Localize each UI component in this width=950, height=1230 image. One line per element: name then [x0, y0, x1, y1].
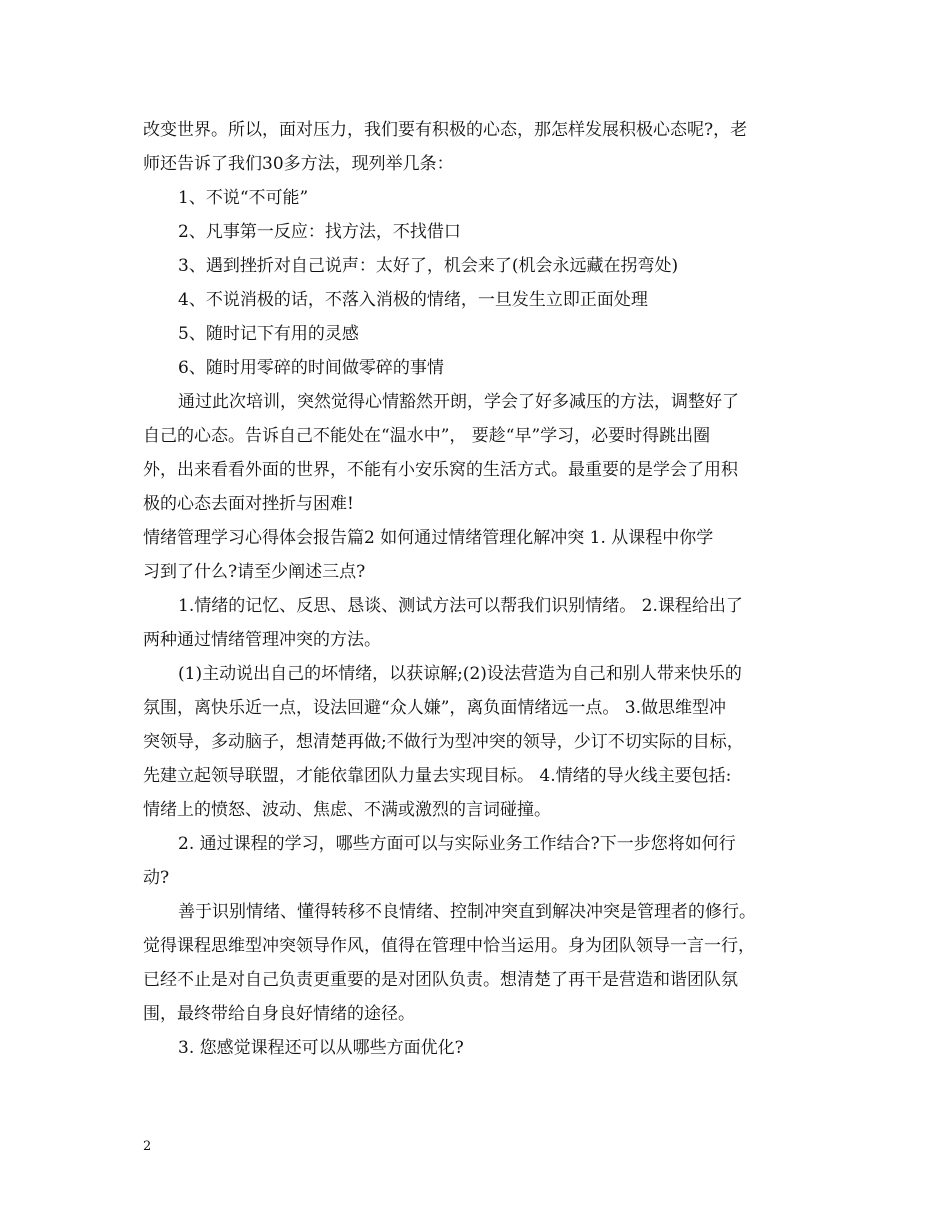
body-line: 围，最终带给自身良好情绪的途径。 [143, 1004, 415, 1024]
question-line: 2. 通过课程的学习，哪些方面可以与实际业务工作结合?下一步您将如何行 [178, 834, 736, 854]
body-line: 通过此次培训，突然觉得心情豁然开朗，学会了好多减压的方法，调整好了 [178, 392, 739, 412]
body-line: 善于识别情绪、懂得转移不良情绪、控制冲突直到解决冲突是管理者的修行。 [178, 902, 756, 922]
page-number: 2 [143, 1139, 152, 1154]
body-line: 觉得课程思维型冲突领导作风，值得在管理中恰当运用。身为团队领导一言一行， [143, 936, 755, 956]
body-line: 自己的心态。告诉自己不能处在“温水中”， 要趁“早”学习，必要时得跳出圈 [143, 426, 711, 446]
body-line: 极的心态去面对挫折与困难! [143, 494, 354, 514]
list-item: 1、不说“不可能” [178, 188, 309, 208]
body-line: 突领导，多动脑子，想清楚再做;不做行为型冲突的领导，少订不切实际的目标， [143, 732, 744, 752]
body-line: 两种通过情绪管理冲突的方法。 [143, 630, 381, 650]
body-line: 氛围，离快乐近一点，设法回避“众人嫌”，离负面情绪远一点。 3.做思维型冲 [143, 698, 727, 718]
body-line: 已经不止是对自己负责更重要的是对团队负责。想清楚了再干是营造和谐团队氛 [143, 970, 738, 990]
body-line: 师还告诉了我们30多方法，现列举几条： [143, 154, 454, 174]
body-line: 动? [143, 868, 170, 888]
body-line: 习到了什么?请至少阐述三点? [143, 562, 366, 582]
list-item: 2、凡事第一反应：找方法，不找借口 [178, 222, 461, 242]
list-item: 6、随时用零碎的时间做零碎的事情 [178, 358, 444, 378]
body-line: 外，出来看看外面的世界，不能有小安乐窝的生活方式。最重要的是学会了用积 [143, 460, 738, 480]
body-line: 先建立起领导联盟，才能依靠团队力量去实现目标。 4.情绪的导火线主要包括: [143, 766, 732, 786]
body-line: 1.情绪的记忆、反思、恳谈、测试方法可以帮我们识别情绪。 2.课程给出了 [178, 596, 743, 616]
body-line: (1)主动说出自己的坏情绪，以获谅解;(2)设法营造为自己和别人带来快乐的 [178, 664, 742, 684]
question-line: 3. 您感觉课程还可以从哪些方面优化? [178, 1038, 464, 1058]
list-item: 5、随时记下有用的灵感 [178, 324, 359, 344]
list-item: 3、遇到挫折对自己说声：太好了，机会来了(机会永远藏在拐弯处) [178, 256, 679, 276]
body-line: 情绪上的愤怒、波动、焦虑、不满或激烈的言词碰撞。 [143, 800, 551, 820]
section-heading-line: 情绪管理学习心得体会报告篇2 如何通过情绪管理化解冲突 1. 从课程中你学 [143, 528, 714, 548]
list-item: 4、不说消极的话，不落入消极的情绪，一旦发生立即正面处理 [178, 290, 648, 310]
body-line: 改变世界。所以，面对压力，我们要有积极的心态，那怎样发展积极心态呢?，老 [143, 120, 748, 140]
